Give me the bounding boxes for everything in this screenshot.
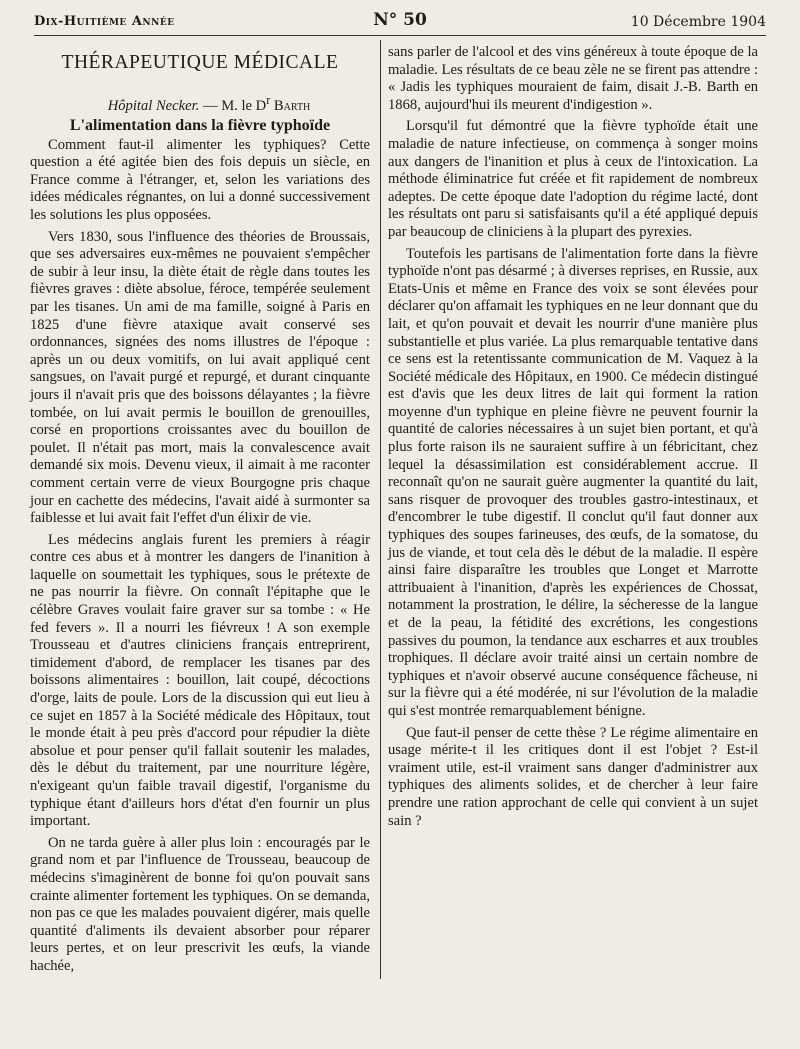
header-issue-number: N° 50 (373, 10, 427, 30)
section-title: THÉRAPEUTIQUE MÉDICALE (61, 52, 339, 73)
header-year: Dix-Huitième Année (34, 14, 175, 29)
paragraph-5: Lorsqu'il fut démontré que la fièvre typhoïde était une maladie de nature infectieuse, on commença à songer moins aux dangers de l'inanition et plus à ceux de l'intoxication. La méthode éliminatrice fut créée et fit rapidement de nombreux adeptes. De cette époque date l'adoption du régime lacté, dont les résultats ont paru si satisfaisants qu'il a été appliqué depuis par beaucoup de cliniciens à la plupart des pyrexies. (388, 118, 758, 240)
byline-dash: — M. le D (199, 97, 267, 114)
left-column (30, 44, 370, 976)
header-rule (34, 35, 766, 36)
right-column (388, 44, 758, 830)
column-rule (380, 40, 381, 979)
running-header (34, 10, 766, 34)
byline-sup: r (266, 92, 271, 107)
paragraph-7: Que faut-il penser de cette thèse ? Le régime alimentaire en usage mérite-t il les critiques dont il est l'objet ? Est-il vraiment utile, est-il vraiment sans danger d'administrer aux typhiques des aliments solides, et de chercher à leur faire prendre une ration approchant de celle qui convient à un sujet sain ? (388, 724, 758, 829)
byline-hospital: Hôpital Necker. (107, 97, 200, 114)
article-title: L'alimentation dans la fièvre typhoïde (69, 117, 331, 135)
paragraph-2: Vers 1830, sous l'influence des théories de Broussais, que ses adversaires eux-mêmes ne pouvaient s'empêcher de subir à leur insu, la diète était de règle dans toutes les fièvres graves : diète absolue, féroce, tempérée seulement par les tisanes. Un ami de ma famille, soigné à Paris en 1825 d'une fièvre ataxique avait conservé ses ordonnances, signées des noms illustres de l'époque : après un ou deux vomitifs, on lui avait appliqué cent sangsues, on l'avait purgé et repurgé, et durant cinquante jours il n'avait pris que des boissons délayantes ; la fièvre tombée, on lui avait permis le bouillon de grenouilles, corsé en proportions croissantes avec du bouillon de poulet. Il n'était pas mort, mais la convalescence avait demandé six mois. Devenu vieux, il aimait à me raconter comment certain verre de vieux Bourgogne pris chaque jour en cachette des médecins, l'avait aidé à surmonter sa faiblesse et lui avait fait l'effet d'un élixir de vie. (30, 228, 370, 527)
paragraph-6: Toutefois les partisans de l'alimentation forte dans la fièvre typhoïde n'ont pas désarmé ; à diverses reprises, en Russie, aux Etats-Unis et même en France des voix se sont élevées pour déclarer qu'on affamait les typhiques en ne leur donnant que du lait, et qu'on pouvait et devait les nourrir d'une manière plus substantielle et plus variée. La plus remarquable tentative dans ce sens est la retentissante communication de M. Vaquez à la Société médicale des Hôpitaux, en 1900. Ce médecin distingué est d'avis que les deux litres de lait qui forment la ration moyenne d'un typhique en pleine fièvre ne peuvent fournir la quantité de calories nécessaires à un sujet bien portant, et qu'à plus forte raison ils ne sauraient suffire à un fébricitant, chez lequel la désassimilation est considérablement accrue. Il reconnaît qu'on ne saurait guère augmenter la quantité du lait, sans risquer de provoquer des troubles gastro-intestinaux, et d'encombrer le tube digestif. Il conclut qu'il faut donner aux typhiques des soupes farineuses, des œufs, de la somatose, du jus de viande, et tout cela dès le début de la maladie. Il espère ainsi faire disparaître les troubles que Longet et Marrotte attribuaient à l'inanition, d'après les expériences de Chossat, notamment la prostration, le délire, la sécheresse de la langue et de la peau, la fétidité des excrétions, les congestions passives du poumon, la tendance aux escharres et aux troubles trophiques. Il déclare avoir traité ainsi un certain nombre de typhiques et n'avoir observé aucune conséquence fâcheuse, ni sur la fièvre qui a été modérée, ni sur l'évolution de la maladie qui s'est montrée remarquablement bénigne. (388, 245, 758, 719)
paragraph-4-continued: sans parler de l'alcool et des vins généreux à toute époque de la maladie. Les résultats de ce beau zèle ne se firent pas attendre : « Jadis les typhiques mouraient de faim, disait J.-B. Barth en 1868, aujourd'hui ils meurent d'indigestion ». (388, 44, 758, 113)
paragraph-4: On ne tarda guère à aller plus loin : encouragés par le grand nom et par l'influence de Trousseau, beaucoup de médecins s'imaginèrent de bonne foi qu'on pouvait sans crainte alimenter fortement les typhiques. On se demanda, non pas ce que les malades pouvaient digérer, mais quelle quantité d'aliments ils devaient absorber pour réparer leurs pertes, et on leur prescrivit les œufs, la viande hachée, (30, 834, 370, 974)
paragraph-3: Les médecins anglais furent les premiers à réagir contre ces abus et à montrer les dangers de l'inanition à laquelle on soumettait les typhiques, sous le prétexte de ne pas nourrir la fièvre. On connaît l'épitaphe que le célèbre Graves voulait faire graver sur sa tombe : « He fed fevers ». Il a nourri les fiévreux ! A son exemple Trousseau et d'autres cliniciens français entreprirent, timidement d'abord, de remplacer les tisanes par des boissons alimentaires : bouillon, lait coupé, décoctions d'orge, laits de poule. Lors de la discussion qui eut lieu à ce sujet en 1857 à la Société médicale des Hôpitaux, tout le monde était à peu près d'accord pour répudier la diète absolue et pour penser qu'il fallait soutenir les malades, dès le début du traitement, par une nourriture légère, n'exigeant qu'un faible travail digestif, l'organisme du typhique étant d'ailleurs hors d'état d'en fournir un plus important. (30, 531, 370, 830)
byline-author: Barth (270, 97, 311, 114)
header-date: 10 Décembre 1904 (630, 14, 766, 30)
article-byline (30, 92, 370, 115)
paragraph-1: Comment faut-il alimenter les typhiques? Cette question a été agitée bien des fois depuis un siècle, en France comme à l'étranger, et, selon les variations des idées médicales régnantes, on lui a donné successivement les solutions les plus opposées. (30, 136, 370, 224)
